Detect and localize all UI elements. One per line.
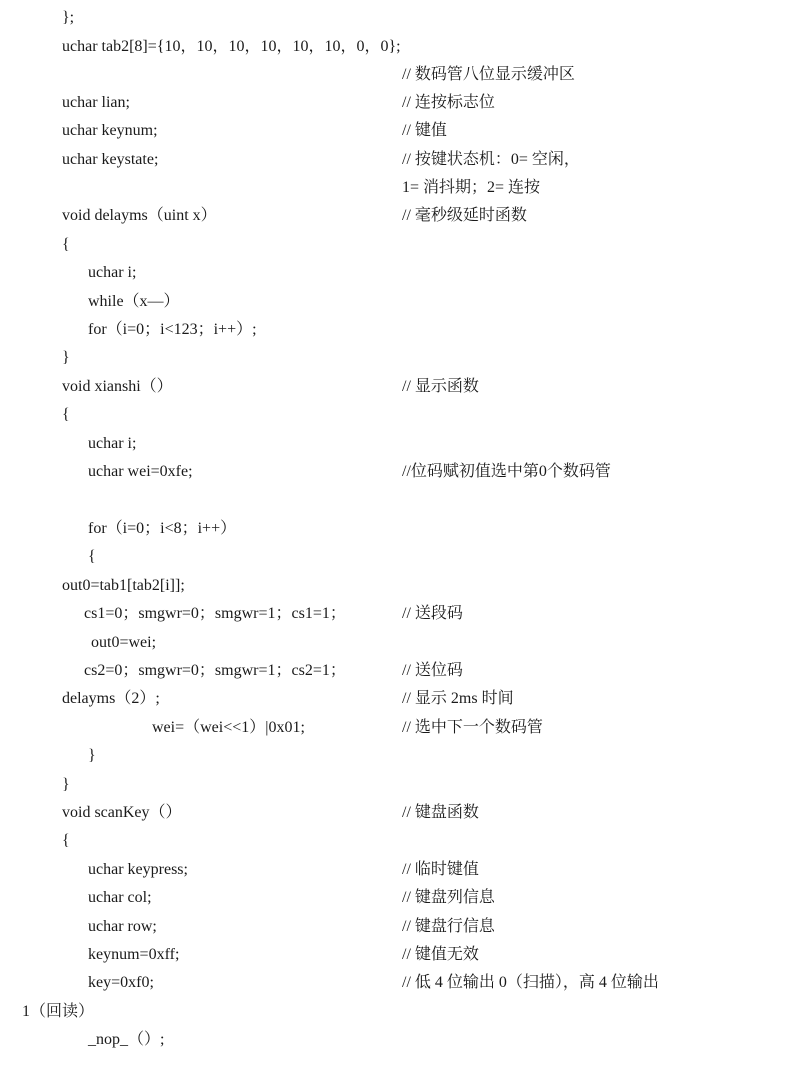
code-line: uchar wei=0xfe; xyxy=(88,463,193,480)
code-line: while（x—） xyxy=(88,293,180,310)
code-comment: // 键值无效 xyxy=(402,946,479,963)
code-line: void scanKey（） xyxy=(62,804,182,821)
code-line: delayms（2）; xyxy=(62,690,160,707)
code-line: uchar i; xyxy=(88,264,137,281)
code-line: out0=wei; xyxy=(91,634,157,651)
code-line: uchar i; xyxy=(88,435,137,452)
code-comment: 1= 消抖期；2= 连按 xyxy=(402,179,541,196)
code-line: wei=（wei<<1）|0x01; xyxy=(152,719,305,736)
code-line: for（i=0；i<8；i++） xyxy=(88,520,237,537)
code-line: uchar keynum; xyxy=(62,122,158,139)
code-line: uchar tab2[8]={10，10，10，10，10，10，0，0}; xyxy=(62,38,401,55)
code-line: { xyxy=(62,406,70,423)
code-comment: // 毫秒级延时函数 xyxy=(402,207,527,224)
code-line: uchar lian; xyxy=(62,94,130,111)
code-line: void delayms（uint x） xyxy=(62,207,217,224)
code-comment: //位码赋初值选中第0个数码管 xyxy=(402,463,611,480)
code-comment: // 按键状态机：0= 空闲， xyxy=(402,151,580,168)
code-line: void xianshi（） xyxy=(62,378,173,395)
code-line: keynum=0xff; xyxy=(88,946,180,963)
code-line: }; xyxy=(62,9,75,26)
code-comment: // 显示 2ms 时间 xyxy=(402,690,514,707)
code-line: uchar keypress; xyxy=(88,861,188,878)
code-comment: // 送段码 xyxy=(402,605,463,622)
code-line: } xyxy=(88,747,96,764)
code-line: uchar row; xyxy=(88,918,157,935)
code-line: _nop_（）; xyxy=(88,1031,165,1048)
code-line: { xyxy=(88,548,96,565)
code-line: out0=tab1[tab2[i]]; xyxy=(62,577,185,594)
code-comment: // 低 4 位输出 0（扫描），高 4 位输出 xyxy=(402,974,659,991)
code-line: } xyxy=(62,776,70,793)
code-line: { xyxy=(62,832,70,849)
code-line: cs2=0；smgwr=0；smgwr=1；cs2=1； xyxy=(84,662,346,679)
code-line: cs1=0；smgwr=0；smgwr=1；cs1=1； xyxy=(84,605,346,622)
code-comment: // 连按标志位 xyxy=(402,94,495,111)
code-line: } xyxy=(62,349,70,366)
code-comment: // 显示函数 xyxy=(402,378,479,395)
code-comment: // 键值 xyxy=(402,122,447,139)
code-comment: // 键盘函数 xyxy=(402,804,479,821)
code-comment: // 键盘行信息 xyxy=(402,918,495,935)
code-comment: // 数码管八位显示缓冲区 xyxy=(402,66,575,83)
code-line: { xyxy=(62,236,70,253)
code-comment: // 选中下一个数码管 xyxy=(402,719,543,736)
code-line: for（i=0；i<123；i++）; xyxy=(88,321,257,338)
code-line: 1（回读） xyxy=(22,1003,95,1020)
code-comment: // 送位码 xyxy=(402,662,463,679)
code-line: uchar keystate; xyxy=(62,151,159,168)
code-line: key=0xf0; xyxy=(88,974,154,991)
code-line: uchar col; xyxy=(88,889,152,906)
code-comment: // 键盘列信息 xyxy=(402,889,495,906)
code-comment: // 临时键值 xyxy=(402,861,479,878)
